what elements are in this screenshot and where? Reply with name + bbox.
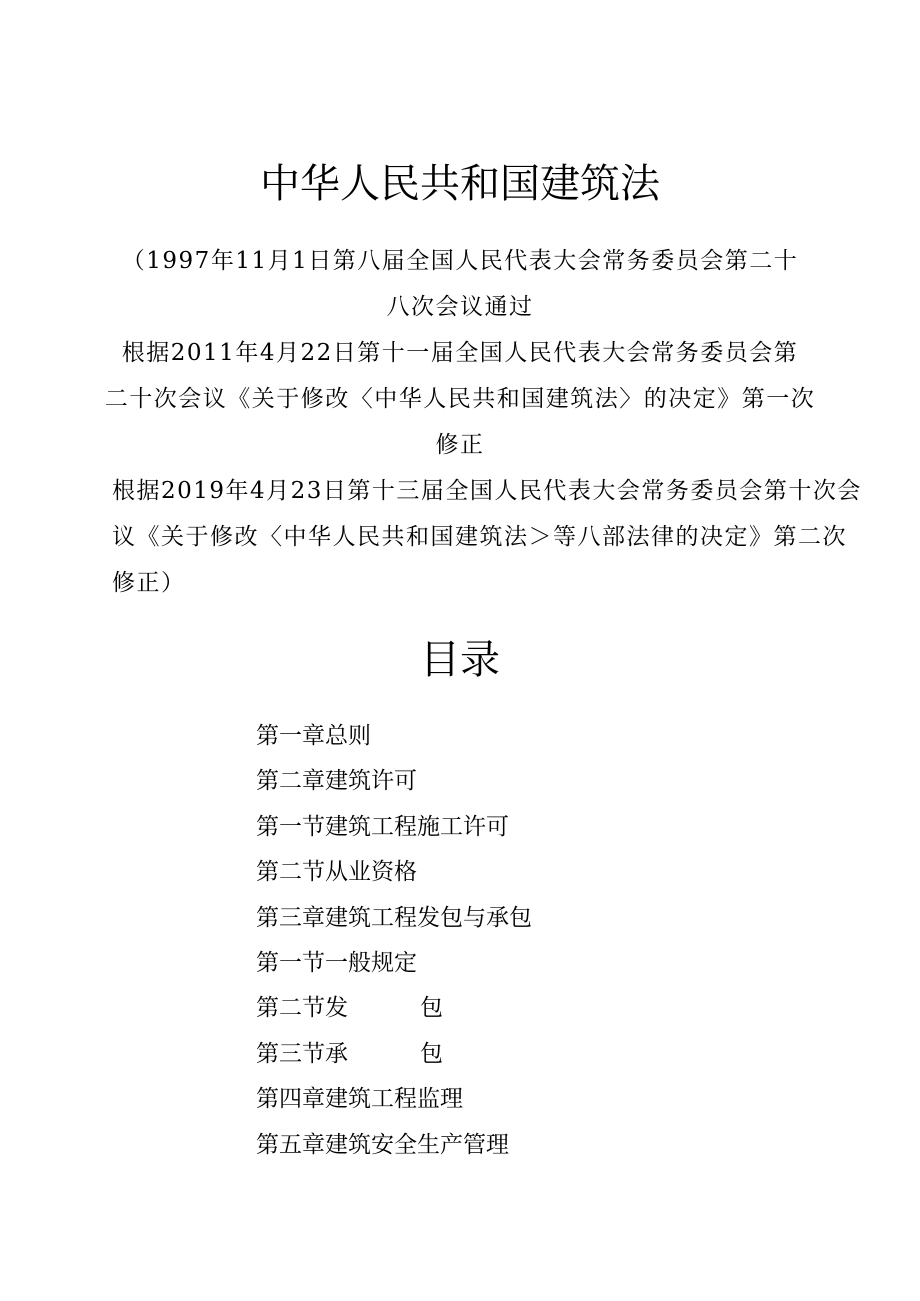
history-line-1: （1997年11月1日第八届全国人民代表大会常务委员会第二十 bbox=[121, 248, 799, 274]
toc-item[interactable] bbox=[256, 1036, 532, 1081]
history-line-7: 议《关于修改〈中华人民共和国建筑法＞等八部法律的决定》第二次 bbox=[112, 524, 847, 550]
toc-item[interactable] bbox=[256, 763, 532, 808]
table-of-contents bbox=[256, 718, 532, 1172]
toc-item-label: 第二章建筑许可 bbox=[256, 768, 417, 795]
toc-item-label: 第四章建筑工程监理 bbox=[256, 1086, 463, 1113]
toc-title: 目录 bbox=[420, 637, 500, 683]
toc-item-label-suffix: 包 bbox=[420, 995, 443, 1022]
toc-item[interactable] bbox=[256, 990, 532, 1035]
toc-item[interactable] bbox=[256, 1081, 532, 1126]
toc-item-label-prefix: 第三节承 bbox=[256, 1040, 348, 1067]
history-line-8: 修正） bbox=[112, 570, 186, 596]
toc-item-label: 第一节建筑工程施工许可 bbox=[256, 813, 509, 840]
toc-item-label: 第二节从业资格 bbox=[256, 859, 417, 886]
toc-item-label-suffix: 包 bbox=[420, 1040, 443, 1067]
toc-item-label: 第一节一般规定 bbox=[256, 949, 417, 976]
toc-item-label: 第五章建筑安全生产管理 bbox=[256, 1131, 509, 1158]
history-line-3: 根据2011年4月22日第十一届全国人民代表大会常务委员会第 bbox=[121, 340, 799, 366]
toc-item[interactable] bbox=[256, 718, 532, 763]
history-line-2: 八次会议通过 bbox=[386, 294, 534, 320]
toc-item[interactable] bbox=[256, 945, 532, 990]
history-line-5: 修正 bbox=[435, 432, 485, 458]
history-line-4: 二十次会议《关于修改〈中华人民共和国建筑法〉的决定》第一次 bbox=[104, 386, 816, 412]
toc-item[interactable] bbox=[256, 809, 532, 854]
history-line-6: 根据2019年4月23日第十三届全国人民代表大会常务委员会第十次会 bbox=[112, 478, 862, 504]
document-title: 中华人民共和国建筑法 bbox=[260, 161, 660, 207]
toc-item-label-prefix: 第二节发 bbox=[256, 995, 348, 1022]
toc-item-label: 第一章总则 bbox=[256, 723, 371, 749]
toc-item[interactable] bbox=[256, 1127, 532, 1172]
toc-item[interactable] bbox=[256, 900, 532, 945]
toc-item-label: 第三章建筑工程发包与承包 bbox=[256, 904, 532, 931]
toc-item[interactable] bbox=[256, 854, 532, 899]
